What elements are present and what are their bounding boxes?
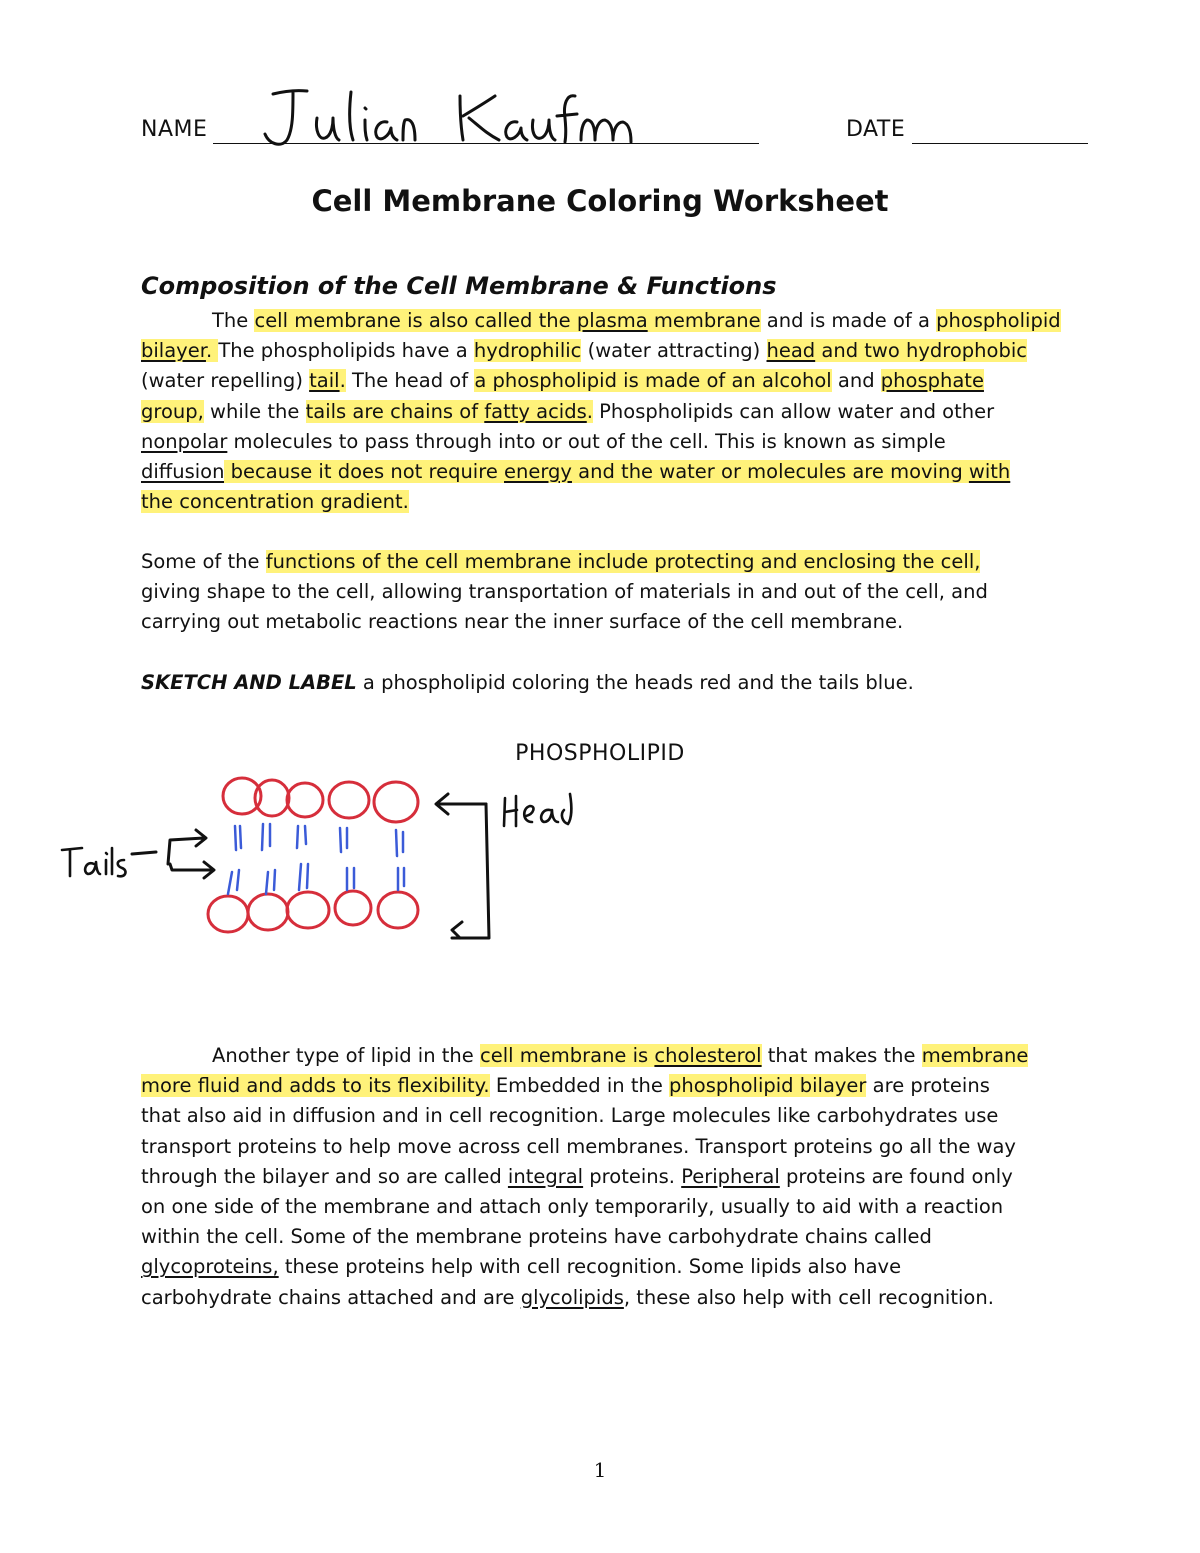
tail-line bbox=[340, 828, 341, 852]
highlight-run: the concentration gradient. bbox=[141, 490, 409, 514]
highlight-run bbox=[767, 339, 1027, 362]
tails-dash-icon bbox=[132, 852, 156, 854]
text-line bbox=[141, 1071, 1071, 1101]
tail-line bbox=[240, 826, 241, 848]
text-line: that also aid in diffusion and in cell recognition. Large molecules like carbohydrates use bbox=[141, 1104, 999, 1128]
tail-line bbox=[307, 864, 308, 888]
text-run: membrane bbox=[647, 309, 761, 332]
paragraph-cholesterol bbox=[141, 1041, 1071, 1313]
text-line: carrying out metabolic reactions near the inner surface of the cell membrane. bbox=[141, 610, 904, 634]
diagram-caption: PHOSPHOLIPID bbox=[515, 741, 685, 766]
text-line bbox=[141, 668, 1071, 698]
handwritten-tails-label bbox=[62, 848, 125, 876]
tails-bracket-icon bbox=[168, 830, 214, 878]
underlined-term: head bbox=[766, 339, 816, 363]
text-run: that makes the bbox=[761, 1044, 922, 1067]
text-run: (water attracting) bbox=[581, 339, 767, 363]
text-run: molecules to pass through into or out of the cell. This is known as simple bbox=[227, 429, 946, 453]
underlined-term: nonpolar bbox=[141, 429, 228, 453]
text-run: a phospholipid coloring the heads red and the tails blue. bbox=[356, 671, 914, 694]
text-line bbox=[141, 487, 1071, 517]
tail-line bbox=[297, 826, 298, 848]
text-run: and the water or molecules are moving bbox=[571, 459, 969, 483]
name-label: NAME bbox=[141, 117, 208, 142]
text-run: because it does not require bbox=[224, 459, 505, 483]
underlined-term: plasma bbox=[576, 309, 648, 332]
bottom-heads bbox=[208, 891, 418, 932]
head-circle bbox=[287, 783, 323, 817]
underlined-term: Peripheral bbox=[681, 1164, 780, 1188]
tail-line bbox=[266, 872, 268, 894]
text-run: and is made of a bbox=[760, 309, 937, 332]
text-run: and bbox=[831, 369, 881, 393]
text-line bbox=[141, 1283, 1071, 1313]
text-run: while the bbox=[203, 399, 306, 423]
text-line bbox=[141, 1252, 1071, 1282]
text-run: Embedded in the bbox=[489, 1074, 670, 1098]
highlight-run: more fluid and adds to its flexibility. bbox=[141, 1074, 490, 1098]
paragraph-composition bbox=[141, 306, 1071, 517]
head-circle bbox=[335, 891, 371, 925]
date-label: DATE bbox=[846, 117, 906, 142]
underlined-term: with bbox=[968, 459, 1011, 483]
text-run: The phospholipids have a bbox=[218, 339, 474, 363]
head-circle bbox=[329, 782, 369, 818]
underlined-term: glycoproteins, bbox=[141, 1255, 279, 1279]
text-line bbox=[141, 306, 1071, 336]
text-line bbox=[141, 547, 1071, 577]
paragraph-functions bbox=[141, 547, 1071, 638]
head-circle bbox=[374, 782, 418, 822]
text-run: . bbox=[586, 399, 593, 423]
phospholipid-bilayer-sketch bbox=[0, 760, 1200, 960]
text-run: are proteins bbox=[866, 1074, 990, 1098]
text-line bbox=[141, 427, 1071, 457]
text-line bbox=[141, 1162, 1071, 1192]
highlight-run bbox=[306, 400, 593, 423]
highlight-run: group, bbox=[141, 399, 204, 423]
text-run: (water repelling) bbox=[141, 369, 310, 393]
highlight-run: phospholipid bbox=[936, 309, 1061, 332]
tail-line bbox=[299, 864, 301, 890]
head-circle bbox=[248, 894, 288, 930]
highlight-run bbox=[141, 339, 218, 362]
underlined-term: cholesterol bbox=[654, 1044, 762, 1067]
text-line bbox=[141, 336, 1071, 366]
highlight-run bbox=[254, 309, 760, 332]
head-bracket-icon bbox=[452, 804, 489, 938]
top-heads bbox=[223, 778, 418, 822]
text-run: The bbox=[212, 309, 255, 332]
text-line: transport proteins to help move across cell membranes. Transport proteins go all the way bbox=[141, 1134, 1016, 1158]
underlined-term: bilayer bbox=[141, 339, 206, 363]
tail-line bbox=[305, 826, 306, 844]
text-line: within the cell. Some of the membrane proteins have carbohydrate chains called bbox=[141, 1225, 932, 1249]
text-run: Another type of lipid in the bbox=[212, 1044, 480, 1067]
highlight-run: phospholipid bilayer bbox=[669, 1074, 867, 1098]
underlined-term: diffusion bbox=[141, 459, 225, 483]
tail-line bbox=[274, 870, 275, 890]
head-circle bbox=[378, 892, 418, 928]
text-run: , these also help with cell recognition. bbox=[623, 1285, 994, 1309]
tail-line bbox=[396, 830, 397, 856]
underlined-term: fatty acids bbox=[484, 399, 587, 423]
tails bbox=[228, 824, 404, 894]
highlight-run: functions of the cell membrane include protecting and enclosing the cell, bbox=[265, 550, 981, 573]
text-run: . bbox=[205, 339, 219, 363]
underlined-term: glycolipids bbox=[520, 1285, 624, 1309]
head-circle bbox=[208, 896, 248, 932]
text-run: cell membrane is bbox=[479, 1044, 655, 1067]
text-line: giving shape to the cell, allowing transportation of materials in and out of the cell, and bbox=[141, 580, 988, 604]
text-run: these proteins help with cell recognition. Some lipids also have bbox=[278, 1255, 902, 1279]
handwritten-head-label bbox=[504, 794, 571, 826]
text-line bbox=[141, 1041, 1071, 1071]
underlined-term: phosphate bbox=[880, 369, 984, 393]
text-run: tails are chains of bbox=[305, 399, 485, 423]
underlined-term: tail bbox=[309, 369, 340, 393]
highlight-run bbox=[480, 1044, 762, 1067]
date-line bbox=[912, 143, 1088, 144]
highlight-run: hydrophilic bbox=[473, 339, 582, 363]
sketch-instruction bbox=[141, 668, 1071, 698]
text-run: Phospholipids can allow water and other bbox=[592, 399, 995, 423]
instruction-keyword: SKETCH AND LABEL bbox=[141, 671, 357, 694]
page-number: 1 bbox=[593, 1458, 607, 1482]
head-circle bbox=[287, 892, 329, 928]
text-run: proteins. bbox=[583, 1164, 682, 1188]
text-run: through the bilayer and so are called bbox=[141, 1164, 508, 1188]
text-run: cell membrane is also called the bbox=[254, 309, 577, 332]
text-run: Some of the bbox=[141, 550, 266, 573]
tail-line bbox=[228, 872, 232, 894]
handwritten-signature-icon bbox=[255, 82, 645, 162]
name-handwriting bbox=[255, 82, 645, 162]
tail-line bbox=[262, 824, 263, 850]
highlight-run: a phospholipid is made of an alcohol bbox=[474, 369, 832, 393]
text-line bbox=[141, 366, 1071, 396]
text-run: and two hydrophobic bbox=[815, 339, 1027, 363]
highlight-run bbox=[224, 460, 1010, 483]
underlined-term: integral bbox=[507, 1164, 584, 1188]
text-run: carbohydrate chains attached and are bbox=[141, 1285, 521, 1309]
text-line bbox=[141, 457, 1071, 487]
text-run: proteins are found only bbox=[779, 1164, 1013, 1188]
underlined-term: energy bbox=[504, 459, 572, 483]
tail-line bbox=[235, 826, 236, 850]
section-title: Composition of the Cell Membrane & Functions bbox=[141, 272, 777, 300]
head-arrow-icon bbox=[436, 794, 486, 814]
highlight-run: membrane bbox=[921, 1044, 1029, 1067]
text-run: The head of bbox=[345, 369, 475, 393]
page-title: Cell Membrane Coloring Worksheet bbox=[311, 184, 889, 218]
bottom-hook-icon bbox=[452, 922, 462, 938]
highlight-run bbox=[309, 369, 346, 392]
tail-line bbox=[237, 870, 239, 890]
text-run: . bbox=[339, 369, 346, 393]
text-line: on one side of the membrane and attach only temporarily, usually to aid with a reaction bbox=[141, 1194, 1004, 1218]
text-line bbox=[141, 397, 1071, 427]
